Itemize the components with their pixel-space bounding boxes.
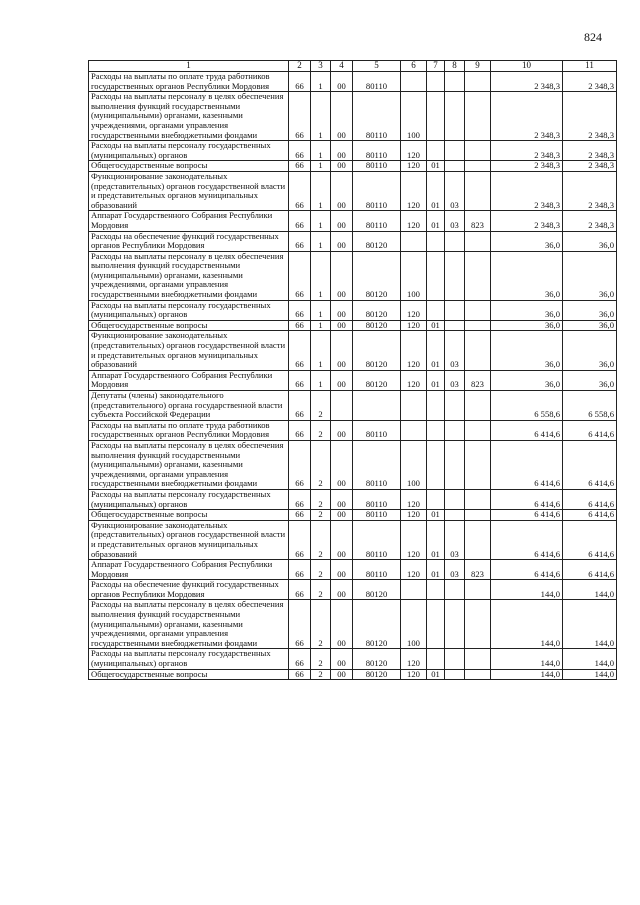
- expense-type-cell: 120: [401, 300, 427, 320]
- subsection-code-cell: 00: [331, 489, 353, 509]
- table-row: [89, 600, 617, 649]
- amount-total-cell: 36,0: [563, 251, 617, 300]
- row-name-cell: Расходы на выплаты персоналу государственных (муниципальных) органов: [89, 141, 289, 161]
- amount-cell: 2 348,3: [491, 72, 563, 92]
- table-row: [89, 560, 617, 580]
- subsection-code-cell: 00: [331, 231, 353, 251]
- subdivision-cell: 03: [445, 560, 465, 580]
- subdivision-cell: [445, 231, 465, 251]
- section-code-cell: 1: [311, 161, 331, 172]
- amount-cell: 6 414,6: [491, 440, 563, 489]
- section-code-cell: 1: [311, 331, 331, 370]
- target-article-cell: 80110: [353, 489, 401, 509]
- section-code-cell: 2: [311, 560, 331, 580]
- subsection-code-cell: 00: [331, 211, 353, 231]
- amount-cell: 2 348,3: [491, 211, 563, 231]
- subdivision-cell: 03: [445, 520, 465, 559]
- table-row: [89, 649, 617, 669]
- row-name-cell: Расходы на выплаты персоналу государственных (муниципальных) органов: [89, 489, 289, 509]
- ministry-code-cell: [465, 440, 491, 489]
- row-name-cell: Расходы на выплаты по оплате труда работников государственных органов Республики Мордовия: [89, 72, 289, 92]
- glava-cell: 66: [289, 510, 311, 521]
- column-header: 6: [401, 61, 427, 72]
- expense-type-cell: 120: [401, 141, 427, 161]
- expense-type-cell: 120: [401, 171, 427, 210]
- division-cell: [427, 141, 445, 161]
- table-row: [89, 420, 617, 440]
- subsection-code-cell: 00: [331, 92, 353, 141]
- amount-total-cell: 6 414,6: [563, 520, 617, 559]
- amount-total-cell: 2 348,3: [563, 211, 617, 231]
- section-code-cell: 2: [311, 649, 331, 669]
- section-code-cell: 2: [311, 489, 331, 509]
- ministry-code-cell: [465, 580, 491, 600]
- amount-cell: 36,0: [491, 251, 563, 300]
- amount-total-cell: 36,0: [563, 331, 617, 370]
- expense-type-cell: [401, 420, 427, 440]
- section-code-cell: 1: [311, 72, 331, 92]
- subdivision-cell: [445, 320, 465, 331]
- ministry-code-cell: [465, 600, 491, 649]
- subsection-code-cell: 00: [331, 420, 353, 440]
- row-name-cell: Общегосударственные вопросы: [89, 510, 289, 521]
- subsection-code-cell: 00: [331, 510, 353, 521]
- section-code-cell: 1: [311, 211, 331, 231]
- subdivision-cell: [445, 489, 465, 509]
- glava-cell: 66: [289, 391, 311, 421]
- glava-cell: 66: [289, 300, 311, 320]
- subdivision-cell: [445, 391, 465, 421]
- ministry-code-cell: [465, 141, 491, 161]
- row-name-cell: Расходы на выплаты по оплате труда работников государственных органов Республики Мордовия: [89, 420, 289, 440]
- glava-cell: 66: [289, 231, 311, 251]
- division-cell: 01: [427, 520, 445, 559]
- table-body: [89, 72, 617, 680]
- amount-cell: 2 348,3: [491, 141, 563, 161]
- amount-total-cell: 36,0: [563, 370, 617, 390]
- division-cell: [427, 600, 445, 649]
- amount-total-cell: 2 348,3: [563, 141, 617, 161]
- target-article-cell: 80120: [353, 669, 401, 680]
- subdivision-cell: [445, 580, 465, 600]
- ministry-code-cell: [465, 510, 491, 521]
- table-row: [89, 211, 617, 231]
- target-article-cell: 80110: [353, 420, 401, 440]
- subsection-code-cell: 00: [331, 440, 353, 489]
- subsection-code-cell: 00: [331, 370, 353, 390]
- amount-cell: 144,0: [491, 580, 563, 600]
- column-header: 9: [465, 61, 491, 72]
- row-name-cell: Расходы на выплаты персоналу в целях обеспечения выполнения функций государственными (муниципальными) органами, казенными учреждениями, органами управления государственными внебюджетными фондами: [89, 600, 289, 649]
- expense-type-cell: [401, 72, 427, 92]
- column-header: 7: [427, 61, 445, 72]
- section-code-cell: 2: [311, 391, 331, 421]
- subdivision-cell: [445, 669, 465, 680]
- target-article-cell: 80110: [353, 560, 401, 580]
- target-article-cell: 80110: [353, 520, 401, 559]
- row-name-cell: Расходы на выплаты персоналу в целях обеспечения выполнения функций государственными (муниципальными) органами, казенными учреждениями, органами управления государственными внебюджетными фондами: [89, 251, 289, 300]
- row-name-cell: Функционирование законодательных (представительных) органов государственной власти и представительных органов муниципальных образований: [89, 171, 289, 210]
- subdivision-cell: 03: [445, 370, 465, 390]
- budget-table: [88, 60, 617, 680]
- division-cell: [427, 251, 445, 300]
- row-name-cell: Расходы на обеспечение функций государственных органов Республики Мордовия: [89, 580, 289, 600]
- glava-cell: 66: [289, 331, 311, 370]
- division-cell: [427, 92, 445, 141]
- section-code-cell: 1: [311, 320, 331, 331]
- ministry-code-cell: [465, 231, 491, 251]
- amount-total-cell: 144,0: [563, 649, 617, 669]
- table-row: [89, 141, 617, 161]
- expense-type-cell: 120: [401, 649, 427, 669]
- row-name-cell: Расходы на выплаты персоналу в целях обеспечения выполнения функций государственными (муниципальными) органами, казенными учреждениями, органами управления государственными внебюджетными фондами: [89, 92, 289, 141]
- subsection-code-cell: 00: [331, 251, 353, 300]
- section-code-cell: 1: [311, 370, 331, 390]
- expense-type-cell: 120: [401, 331, 427, 370]
- subdivision-cell: 03: [445, 211, 465, 231]
- row-name-cell: Депутаты (члены) законодательного (представительного) органа государственной власти субъекта Российской Федерации: [89, 391, 289, 421]
- subdivision-cell: [445, 510, 465, 521]
- page-number: 824: [584, 30, 602, 44]
- row-name-cell: Общегосударственные вопросы: [89, 320, 289, 331]
- column-header: 10: [491, 61, 563, 72]
- column-header: 2: [289, 61, 311, 72]
- amount-cell: 144,0: [491, 600, 563, 649]
- row-name-cell: Расходы на выплаты персоналу государственных (муниципальных) органов: [89, 649, 289, 669]
- target-article-cell: 80110: [353, 141, 401, 161]
- table-row: [89, 320, 617, 331]
- subdivision-cell: 03: [445, 171, 465, 210]
- table-header-row: [89, 61, 617, 72]
- ministry-code-cell: [465, 649, 491, 669]
- table-row: [89, 489, 617, 509]
- row-name-cell: Общегосударственные вопросы: [89, 161, 289, 172]
- division-cell: [427, 649, 445, 669]
- subdivision-cell: [445, 600, 465, 649]
- amount-total-cell: 6 414,6: [563, 560, 617, 580]
- section-code-cell: 2: [311, 440, 331, 489]
- amount-cell: 2 348,3: [491, 171, 563, 210]
- section-code-cell: 2: [311, 600, 331, 649]
- subsection-code-cell: 00: [331, 331, 353, 370]
- target-article-cell: 80110: [353, 161, 401, 172]
- amount-total-cell: 2 348,3: [563, 92, 617, 141]
- glava-cell: 66: [289, 370, 311, 390]
- glava-cell: 66: [289, 211, 311, 231]
- amount-cell: 2 348,3: [491, 92, 563, 141]
- target-article-cell: 80120: [353, 320, 401, 331]
- subsection-code-cell: 00: [331, 520, 353, 559]
- table-row: [89, 440, 617, 489]
- amount-cell: 36,0: [491, 320, 563, 331]
- ministry-code-cell: [465, 420, 491, 440]
- section-code-cell: 1: [311, 251, 331, 300]
- amount-total-cell: 144,0: [563, 580, 617, 600]
- ministry-code-cell: [465, 92, 491, 141]
- ministry-code-cell: 823: [465, 211, 491, 231]
- division-cell: [427, 580, 445, 600]
- amount-total-cell: 6 414,6: [563, 510, 617, 521]
- section-code-cell: 1: [311, 300, 331, 320]
- subsection-code-cell: 00: [331, 600, 353, 649]
- table-row: [89, 580, 617, 600]
- row-name-cell: Аппарат Государственного Собрания Республики Мордовия: [89, 211, 289, 231]
- expense-type-cell: 120: [401, 211, 427, 231]
- amount-total-cell: 6 414,6: [563, 440, 617, 489]
- amount-cell: 6 414,6: [491, 420, 563, 440]
- target-article-cell: 80110: [353, 440, 401, 489]
- section-code-cell: 1: [311, 92, 331, 141]
- amount-total-cell: 144,0: [563, 600, 617, 649]
- division-cell: [427, 489, 445, 509]
- amount-total-cell: 36,0: [563, 320, 617, 331]
- amount-total-cell: 6 558,6: [563, 391, 617, 421]
- target-article-cell: [353, 391, 401, 421]
- ministry-code-cell: [465, 161, 491, 172]
- ministry-code-cell: [465, 520, 491, 559]
- column-header: 1: [89, 61, 289, 72]
- row-name-cell: Расходы на выплаты персоналу в целях обеспечения выполнения функций государственными (муниципальными) органами, казенными учреждениями, органами управления государственными внебюджетными фондами: [89, 440, 289, 489]
- amount-total-cell: 2 348,3: [563, 161, 617, 172]
- division-cell: 01: [427, 560, 445, 580]
- column-header: 11: [563, 61, 617, 72]
- target-article-cell: 80120: [353, 331, 401, 370]
- amount-cell: 36,0: [491, 331, 563, 370]
- table-row: [89, 300, 617, 320]
- expense-type-cell: 120: [401, 560, 427, 580]
- glava-cell: 66: [289, 580, 311, 600]
- ministry-code-cell: [465, 391, 491, 421]
- ministry-code-cell: [465, 251, 491, 300]
- target-article-cell: 80110: [353, 171, 401, 210]
- glava-cell: 66: [289, 251, 311, 300]
- expense-type-cell: 120: [401, 161, 427, 172]
- column-header: 5: [353, 61, 401, 72]
- row-name-cell: Аппарат Государственного Собрания Республики Мордовия: [89, 370, 289, 390]
- table-row: [89, 391, 617, 421]
- column-header: 3: [311, 61, 331, 72]
- expense-type-cell: 120: [401, 520, 427, 559]
- ministry-code-cell: [465, 489, 491, 509]
- amount-cell: 6 414,6: [491, 489, 563, 509]
- amount-cell: 36,0: [491, 370, 563, 390]
- target-article-cell: 80120: [353, 300, 401, 320]
- amount-total-cell: 2 348,3: [563, 72, 617, 92]
- amount-total-cell: 36,0: [563, 300, 617, 320]
- subdivision-cell: [445, 649, 465, 669]
- row-name-cell: Расходы на выплаты персоналу государственных (муниципальных) органов: [89, 300, 289, 320]
- division-cell: 01: [427, 510, 445, 521]
- ministry-code-cell: 823: [465, 370, 491, 390]
- subdivision-cell: [445, 92, 465, 141]
- glava-cell: 66: [289, 92, 311, 141]
- amount-total-cell: 144,0: [563, 669, 617, 680]
- row-name-cell: Функционирование законодательных (представительных) органов государственной власти и представительных органов муниципальных образований: [89, 331, 289, 370]
- ministry-code-cell: [465, 331, 491, 370]
- division-cell: [427, 420, 445, 440]
- section-code-cell: 1: [311, 141, 331, 161]
- section-code-cell: 2: [311, 580, 331, 600]
- table-row: [89, 161, 617, 172]
- ministry-code-cell: 823: [465, 560, 491, 580]
- expense-type-cell: 100: [401, 92, 427, 141]
- subdivision-cell: [445, 420, 465, 440]
- expense-type-cell: 120: [401, 320, 427, 331]
- subsection-code-cell: 00: [331, 161, 353, 172]
- target-article-cell: 80120: [353, 370, 401, 390]
- ministry-code-cell: [465, 72, 491, 92]
- glava-cell: 66: [289, 440, 311, 489]
- column-header: 8: [445, 61, 465, 72]
- subsection-code-cell: 00: [331, 560, 353, 580]
- glava-cell: 66: [289, 649, 311, 669]
- expense-type-cell: 120: [401, 489, 427, 509]
- table-row: [89, 92, 617, 141]
- table-row: [89, 251, 617, 300]
- subdivision-cell: [445, 300, 465, 320]
- ministry-code-cell: [465, 300, 491, 320]
- section-code-cell: 2: [311, 669, 331, 680]
- target-article-cell: 80110: [353, 211, 401, 231]
- glava-cell: 66: [289, 161, 311, 172]
- expense-type-cell: [401, 391, 427, 421]
- section-code-cell: 2: [311, 420, 331, 440]
- column-header: 4: [331, 61, 353, 72]
- row-name-cell: Функционирование законодательных (представительных) органов государственной власти и представительных органов муниципальных образований: [89, 520, 289, 559]
- subdivision-cell: [445, 72, 465, 92]
- table-row: [89, 520, 617, 559]
- division-cell: 01: [427, 320, 445, 331]
- section-code-cell: 1: [311, 171, 331, 210]
- subsection-code-cell: 00: [331, 300, 353, 320]
- amount-total-cell: 6 414,6: [563, 489, 617, 509]
- amount-total-cell: 6 414,6: [563, 420, 617, 440]
- table-row: [89, 669, 617, 680]
- target-article-cell: 80120: [353, 231, 401, 251]
- expense-type-cell: 120: [401, 370, 427, 390]
- amount-total-cell: 2 348,3: [563, 171, 617, 210]
- glava-cell: 66: [289, 420, 311, 440]
- expense-type-cell: [401, 231, 427, 251]
- amount-cell: 36,0: [491, 300, 563, 320]
- row-name-cell: Аппарат Государственного Собрания Республики Мордовия: [89, 560, 289, 580]
- section-code-cell: 2: [311, 510, 331, 521]
- ministry-code-cell: [465, 171, 491, 210]
- glava-cell: 66: [289, 600, 311, 649]
- amount-cell: 6 414,6: [491, 560, 563, 580]
- division-cell: [427, 72, 445, 92]
- subdivision-cell: 03: [445, 331, 465, 370]
- division-cell: 01: [427, 669, 445, 680]
- glava-cell: 66: [289, 320, 311, 331]
- subdivision-cell: [445, 161, 465, 172]
- amount-cell: 144,0: [491, 649, 563, 669]
- subsection-code-cell: 00: [331, 649, 353, 669]
- subsection-code-cell: 00: [331, 171, 353, 210]
- table-row: [89, 370, 617, 390]
- table-row: [89, 171, 617, 210]
- expense-type-cell: 100: [401, 440, 427, 489]
- division-cell: [427, 440, 445, 489]
- subsection-code-cell: 00: [331, 669, 353, 680]
- target-article-cell: 80120: [353, 600, 401, 649]
- subsection-code-cell: 00: [331, 141, 353, 161]
- ministry-code-cell: [465, 320, 491, 331]
- subdivision-cell: [445, 440, 465, 489]
- section-code-cell: 2: [311, 520, 331, 559]
- division-cell: 01: [427, 370, 445, 390]
- ministry-code-cell: [465, 669, 491, 680]
- amount-cell: 6 414,6: [491, 510, 563, 521]
- subsection-code-cell: [331, 391, 353, 421]
- target-article-cell: 80120: [353, 580, 401, 600]
- subsection-code-cell: 00: [331, 320, 353, 331]
- division-cell: 01: [427, 211, 445, 231]
- division-cell: 01: [427, 331, 445, 370]
- row-name-cell: Расходы на обеспечение функций государственных органов Республики Мордовия: [89, 231, 289, 251]
- amount-total-cell: 36,0: [563, 231, 617, 251]
- glava-cell: 66: [289, 560, 311, 580]
- division-cell: [427, 300, 445, 320]
- expense-type-cell: 100: [401, 600, 427, 649]
- table-row: [89, 231, 617, 251]
- section-code-cell: 1: [311, 231, 331, 251]
- table-row: [89, 331, 617, 370]
- table-row: [89, 510, 617, 521]
- division-cell: [427, 391, 445, 421]
- subdivision-cell: [445, 141, 465, 161]
- expense-type-cell: 120: [401, 510, 427, 521]
- amount-cell: 6 558,6: [491, 391, 563, 421]
- division-cell: 01: [427, 171, 445, 210]
- subsection-code-cell: 00: [331, 580, 353, 600]
- expense-type-cell: 100: [401, 251, 427, 300]
- table-row: [89, 72, 617, 92]
- subdivision-cell: [445, 251, 465, 300]
- glava-cell: 66: [289, 520, 311, 559]
- glava-cell: 66: [289, 669, 311, 680]
- expense-type-cell: 120: [401, 669, 427, 680]
- target-article-cell: 80110: [353, 72, 401, 92]
- amount-cell: 6 414,6: [491, 520, 563, 559]
- glava-cell: 66: [289, 171, 311, 210]
- target-article-cell: 80120: [353, 251, 401, 300]
- division-cell: [427, 231, 445, 251]
- amount-cell: 144,0: [491, 669, 563, 680]
- row-name-cell: Общегосударственные вопросы: [89, 669, 289, 680]
- glava-cell: 66: [289, 72, 311, 92]
- expense-type-cell: [401, 580, 427, 600]
- division-cell: 01: [427, 161, 445, 172]
- glava-cell: 66: [289, 141, 311, 161]
- amount-cell: 2 348,3: [491, 161, 563, 172]
- target-article-cell: 80110: [353, 510, 401, 521]
- target-article-cell: 80120: [353, 649, 401, 669]
- amount-cell: 36,0: [491, 231, 563, 251]
- subsection-code-cell: 00: [331, 72, 353, 92]
- target-article-cell: 80110: [353, 92, 401, 141]
- glava-cell: 66: [289, 489, 311, 509]
